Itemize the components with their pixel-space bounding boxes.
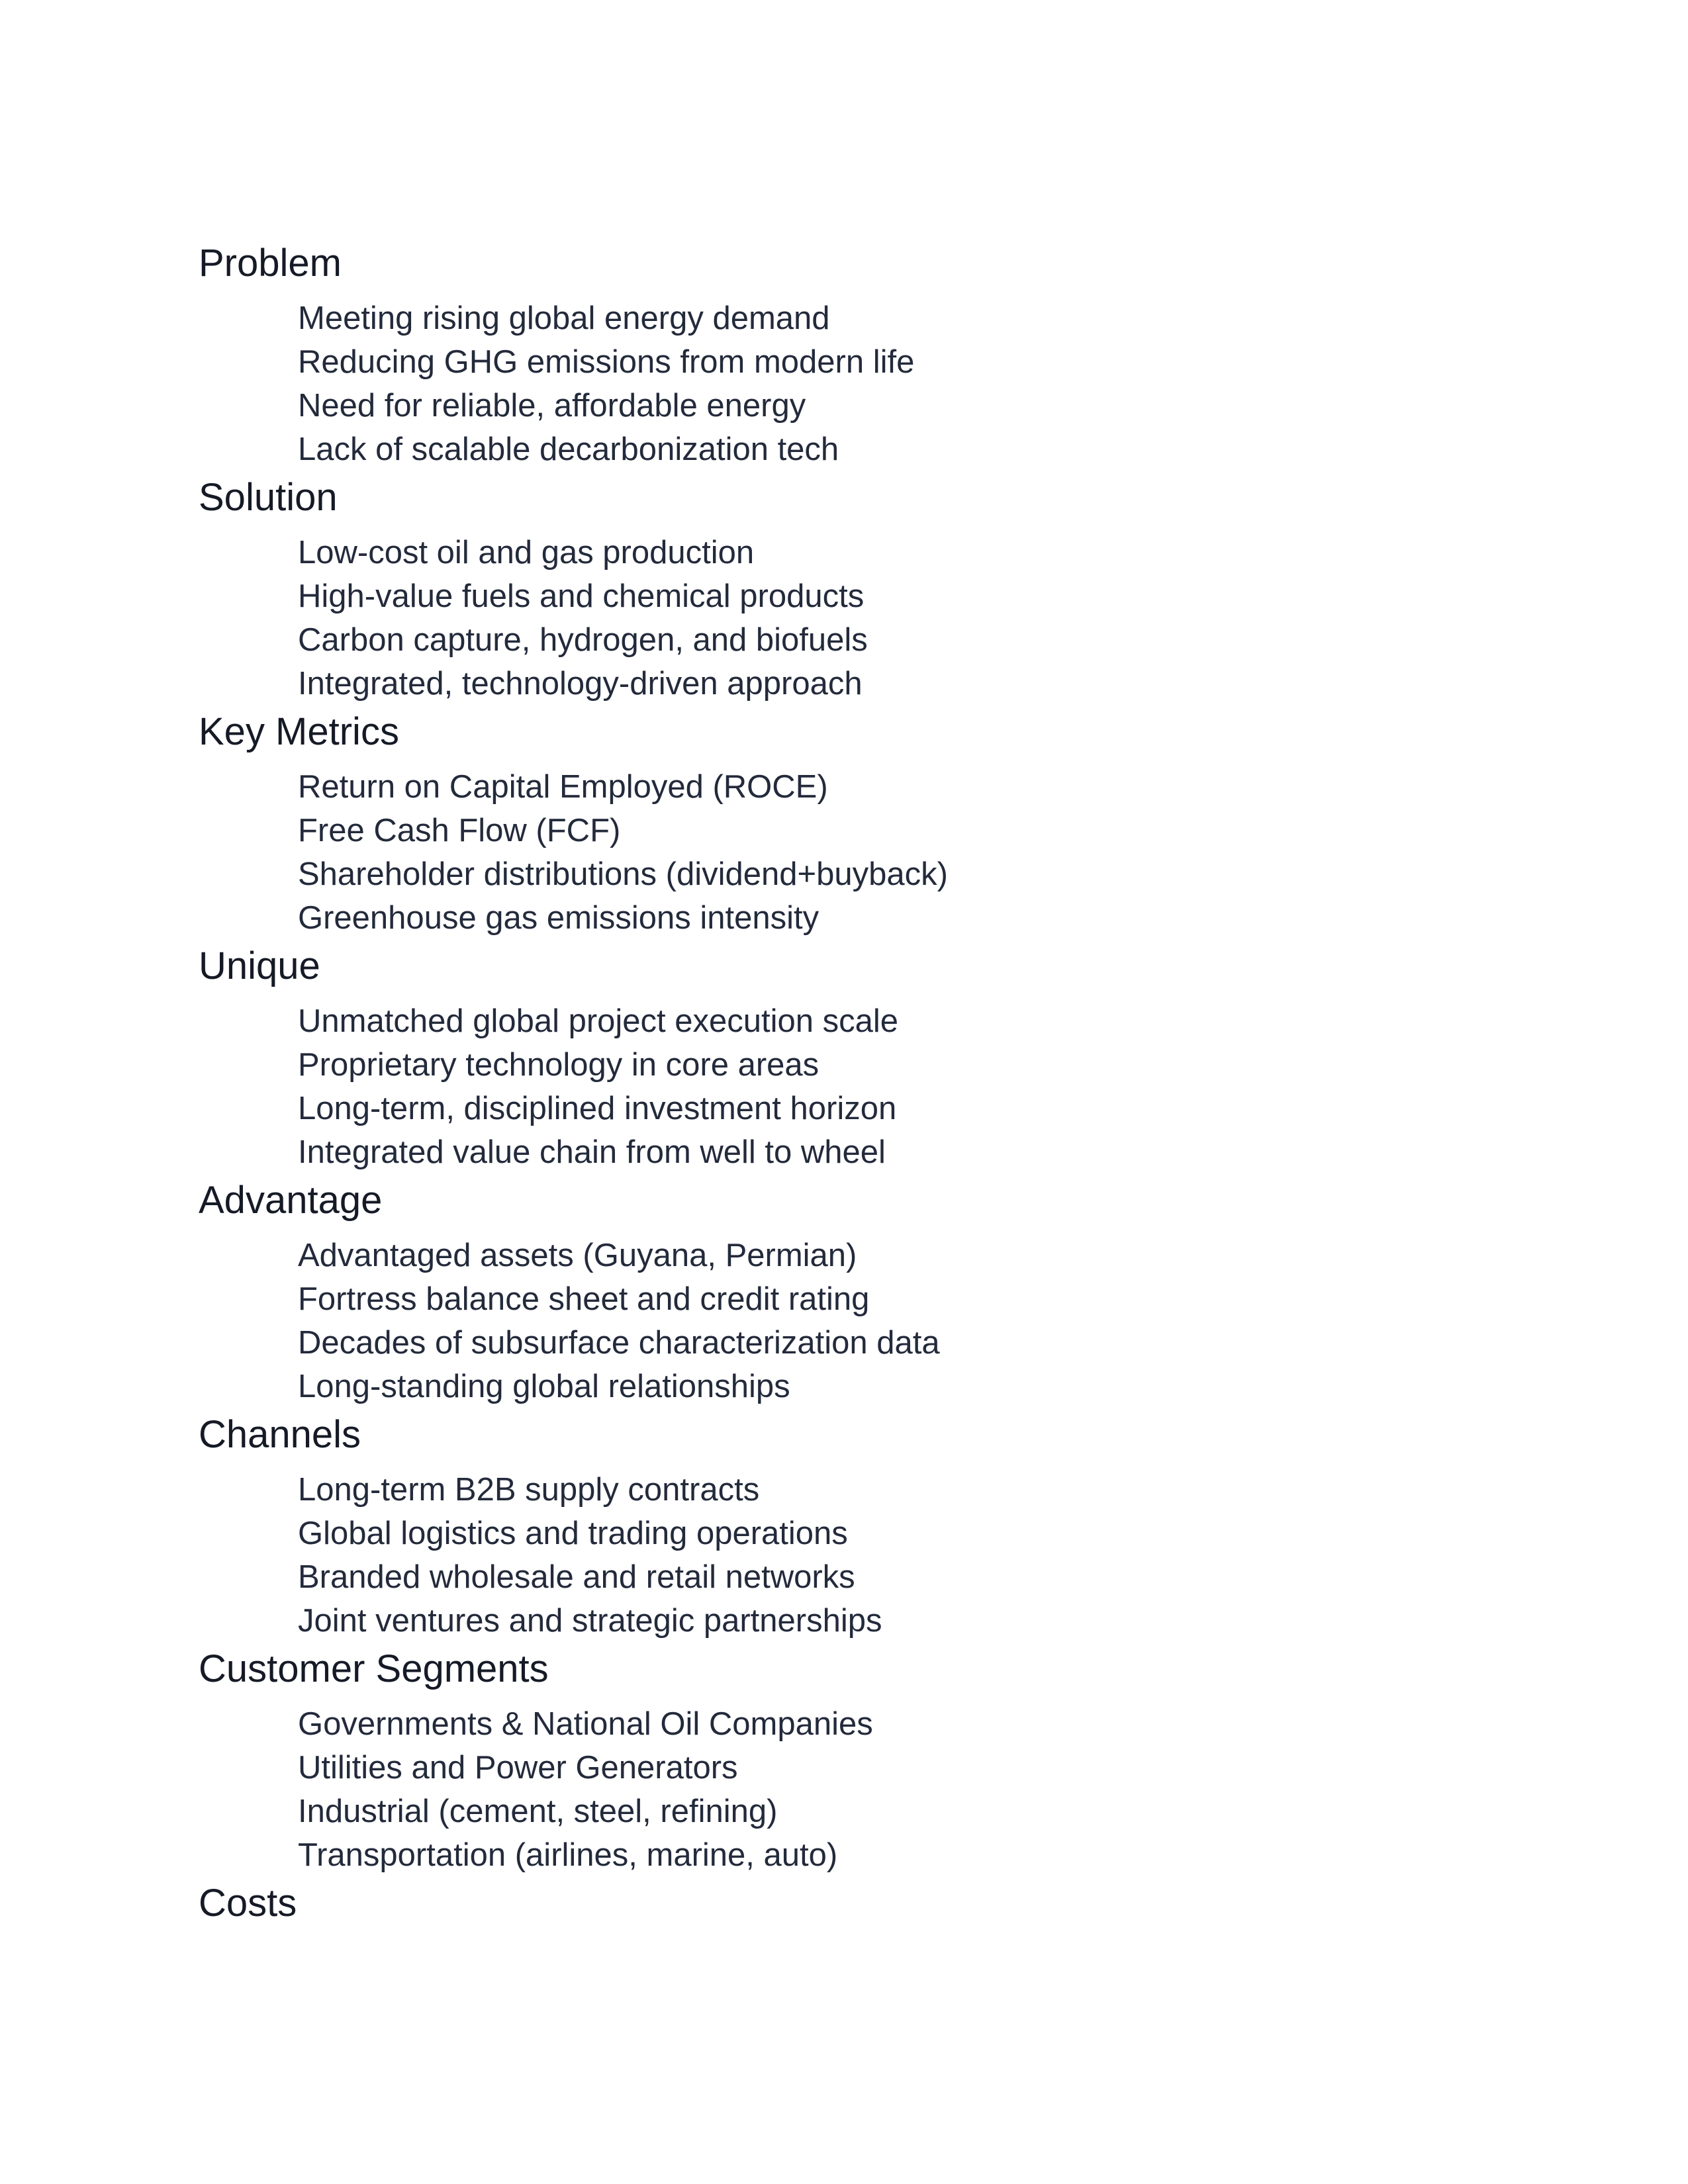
list-item: High-value fuels and chemical products <box>298 578 865 614</box>
document-body <box>199 237 1523 1930</box>
list-item: Carbon capture, hydrogen, and biofuels <box>298 622 868 658</box>
list-item: Lack of scalable decarbonization tech <box>298 432 839 467</box>
list-item: Global logistics and trading operations <box>298 1516 848 1551</box>
list-item: Shareholder distributions (dividend+buyback) <box>298 856 948 892</box>
section-unique <box>199 940 1523 1174</box>
section-costs <box>199 1877 1523 1930</box>
section-heading: Problem <box>199 242 342 285</box>
list-item: Utilities and Power Generators <box>298 1750 738 1786</box>
list-item: Transportation (airlines, marine, auto) <box>298 1837 838 1873</box>
list-item: Branded wholesale and retail networks <box>298 1559 855 1595</box>
section-key-metrics <box>199 705 1523 940</box>
list-item: Industrial (cement, steel, refining) <box>298 1794 778 1829</box>
section-items <box>199 765 1523 940</box>
section-heading: Customer Segments <box>199 1647 549 1690</box>
list-item: Governments & National Oil Companies <box>298 1706 873 1742</box>
section-items <box>199 296 1523 471</box>
list-item: Decades of subsurface characterization data <box>298 1325 940 1361</box>
list-item: Advantaged assets (Guyana, Permian) <box>298 1238 857 1273</box>
section-channels <box>199 1408 1523 1643</box>
list-item: Free Cash Flow (FCF) <box>298 813 621 848</box>
section-heading: Channels <box>199 1413 361 1456</box>
section-heading: Solution <box>199 476 338 519</box>
section-solution <box>199 471 1523 705</box>
list-item: Meeting rising global energy demand <box>298 300 830 336</box>
list-item: Fortress balance sheet and credit rating <box>298 1281 870 1317</box>
list-item: Long-term, disciplined investment horizon <box>298 1091 897 1126</box>
list-item: Long-term B2B supply contracts <box>298 1472 760 1508</box>
section-problem <box>199 237 1523 471</box>
list-item: Proprietary technology in core areas <box>298 1047 820 1083</box>
section-heading: Costs <box>199 1882 297 1925</box>
list-item: Greenhouse gas emissions intensity <box>298 900 820 936</box>
section-items <box>199 999 1523 1174</box>
list-item: Reducing GHG emissions from modern life <box>298 344 915 380</box>
section-advantage <box>199 1174 1523 1408</box>
section-items <box>199 1468 1523 1643</box>
section-heading: Key Metrics <box>199 710 399 753</box>
list-item: Unmatched global project execution scale <box>298 1003 899 1039</box>
list-item: Need for reliable, affordable energy <box>298 388 806 424</box>
list-item: Joint ventures and strategic partnerships <box>298 1603 882 1639</box>
section-heading: Unique <box>199 944 320 987</box>
section-customer-segments <box>199 1643 1523 1877</box>
list-item: Long-standing global relationships <box>298 1369 790 1404</box>
list-item: Integrated value chain from well to wheel <box>298 1134 886 1170</box>
section-heading: Advantage <box>199 1179 383 1222</box>
list-item: Return on Capital Employed (ROCE) <box>298 769 828 805</box>
section-items <box>199 1234 1523 1408</box>
section-items <box>199 1702 1523 1877</box>
list-item: Integrated, technology-driven approach <box>298 666 863 702</box>
list-item: Low-cost oil and gas production <box>298 535 755 570</box>
section-items <box>199 531 1523 705</box>
